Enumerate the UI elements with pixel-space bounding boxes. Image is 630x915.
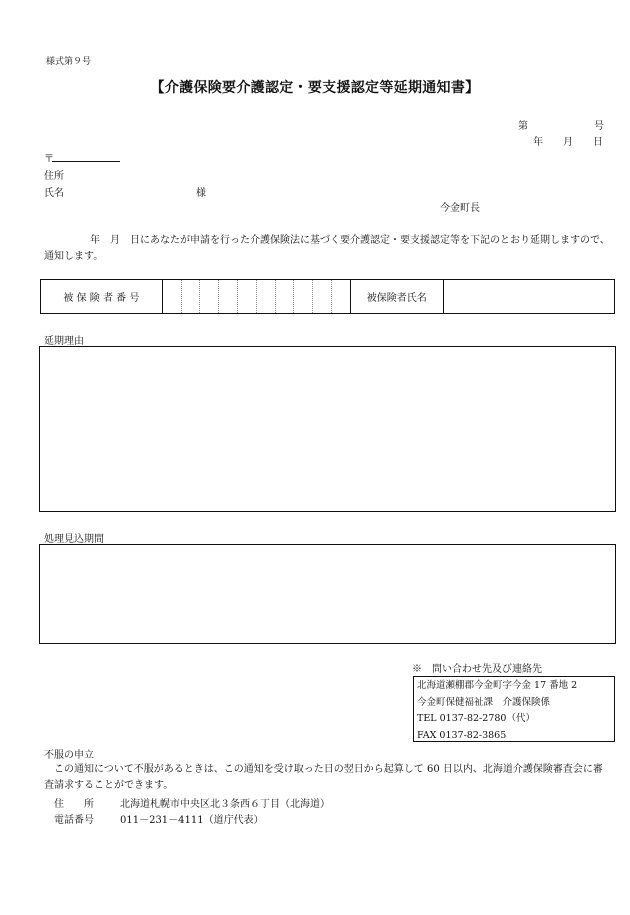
issue-date xyxy=(533,133,603,148)
appeal-title: 不服の申立 xyxy=(44,750,94,761)
insured-number-digit[interactable] xyxy=(294,280,313,314)
contact-department: 今金町保健福祉課 介護保険係 xyxy=(417,696,551,708)
appeal-body: この通知について不服があるときは、この通知を受け取った日の翌日から起算して 60 日以内、北海道介護保険審査会に審査請求することができます。 xyxy=(44,764,603,791)
insured-number-label: 被 保 険 者 番 号 xyxy=(41,280,163,314)
reason-box[interactable] xyxy=(39,346,616,512)
form-number: 様式第９号 xyxy=(46,57,92,67)
insured-number-digit[interactable] xyxy=(219,280,238,314)
appeal-address-label: 住 所 xyxy=(54,799,94,810)
insured-number-digit[interactable] xyxy=(275,280,294,314)
contact-tel: TEL 0137-82-2780（代） xyxy=(417,713,535,724)
appeal-phone-value: 011－231－4111（道庁代表） xyxy=(120,815,264,826)
insured-number-digit[interactable] xyxy=(162,280,181,314)
appeal-phone-label: 電話番号 xyxy=(54,815,94,826)
contact-heading: ※ 問い合わせ先及び連絡先 xyxy=(412,664,542,675)
insured-number-digit[interactable] xyxy=(200,280,219,314)
honorific: 様 xyxy=(196,188,206,199)
reason-label: 延期理由 xyxy=(44,336,84,347)
insured-table xyxy=(40,279,615,314)
insured-number-digit[interactable] xyxy=(181,280,200,314)
appeal-address-value: 北海道札幌市中央区北３条西６丁目（北海道） xyxy=(120,799,330,810)
contact-box xyxy=(413,676,615,742)
document-title: 【介護保険要介護認定・要支援認定等延期通知書】 xyxy=(150,80,480,96)
insured-number-digit[interactable] xyxy=(313,280,332,314)
contact-address: 北海道瀬棚郡今金町字今金 17 番地 2 xyxy=(417,680,578,691)
doc-number-prefix: 第 xyxy=(518,121,528,132)
insured-number-digit[interactable] xyxy=(256,280,275,314)
date-month: 月 xyxy=(563,137,573,148)
contact-fax: FAX 0137-82-3865 xyxy=(417,729,507,741)
insured-name-field[interactable] xyxy=(443,280,614,314)
date-year: 年 xyxy=(533,137,543,148)
issuer: 今金町長 xyxy=(440,203,480,214)
insured-name-label: 被保険者氏名 xyxy=(350,280,443,314)
notice-body: 年 月 日にあなたが申請を行った介護保険法に基づく要介護認定・要支援認定等を下記のとおり延期しますので、通知します。 xyxy=(44,235,610,262)
insured-number-digit[interactable] xyxy=(237,280,256,314)
insured-number-digit[interactable] xyxy=(331,280,350,314)
postal-code-line xyxy=(52,161,120,162)
name-label: 氏名 xyxy=(44,188,64,199)
period-label: 処理見込期間 xyxy=(44,534,104,545)
postal-mark: 〒 xyxy=(44,154,54,165)
period-box[interactable] xyxy=(39,544,616,644)
address-label: 住所 xyxy=(44,171,64,182)
date-day: 日 xyxy=(593,137,603,148)
doc-number-suffix: 号 xyxy=(594,121,604,132)
